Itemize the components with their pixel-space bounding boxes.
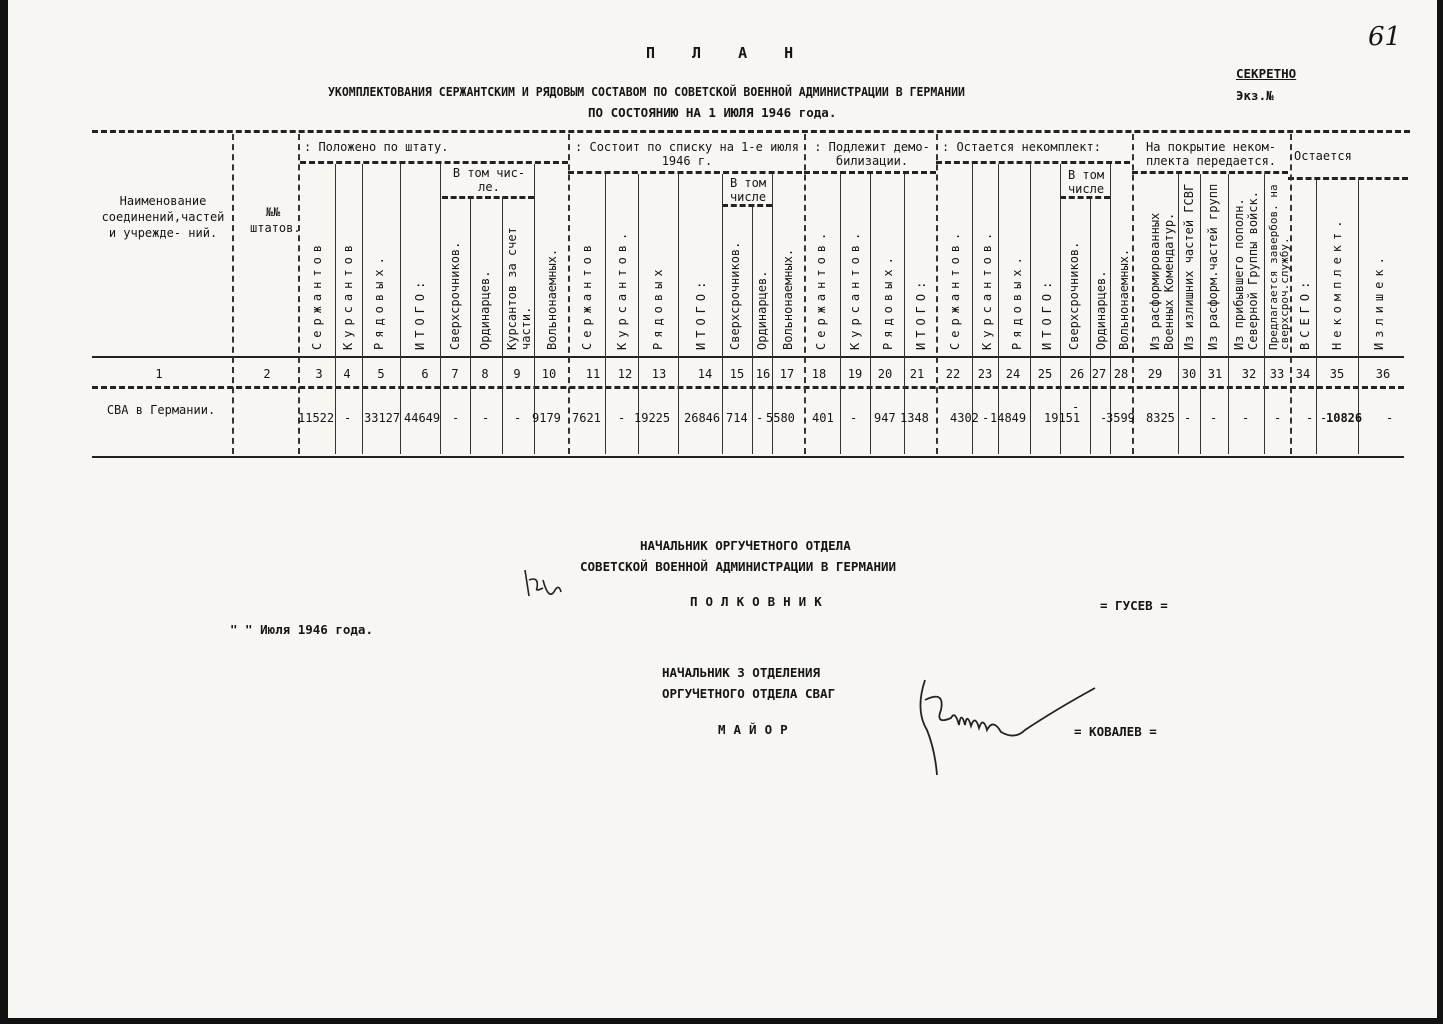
name-column-header: Наименование соединений,частей и учрежде- ний. [101,194,225,240]
col-label-24: Рядовых. [1010,252,1024,350]
col-number: 26 [1069,367,1085,381]
col-label-10: Вольнонаемных. [545,248,559,350]
col-number: 32 [1241,367,1257,381]
chief-name: = ГУСЕВ = [1100,598,1168,613]
table-cell: - [1210,411,1218,425]
group-rule-staff [300,161,568,164]
col-number: 1 [155,367,163,381]
col-number: 21 [909,367,925,381]
col-number: 4 [343,367,351,381]
table-cell: - [452,411,460,425]
table-cell: - [1184,411,1192,425]
col-label-5: Рядовых. [372,252,386,350]
col-label-31: Из расформ.частей групп [1206,183,1220,350]
group-rule-shortage [936,161,1130,164]
table-cell: 11522 [298,411,335,425]
col-label-14: ИТОГО: [694,276,708,350]
table-cell: 3599 [1106,411,1135,425]
col-number: 5 [377,367,385,381]
document-title: П Л А Н [646,44,808,62]
col-label-12: Курсантов. [615,227,629,350]
col-number: 24 [1005,367,1021,381]
subgroup-rule-c [1060,196,1110,199]
col-divider [1228,174,1229,454]
col-label-34: ВСЕГО: [1298,276,1312,350]
col-divider [840,174,841,454]
col-label-23: Курсантов. [980,227,994,350]
col-number: 35 [1329,367,1345,381]
subgroup-incl-c: В том числе [1067,168,1105,196]
unit-name: СВА в Германии. [106,403,216,417]
table-cell: 8325 [1146,411,1175,425]
col-number: 34 [1295,367,1311,381]
subgroup-incl-b: В том числе [729,176,767,204]
number-row-rule [92,386,1404,389]
group-rule-remains [1288,177,1408,180]
document-date-line: ПО СОСТОЯНИЮ НА 1 ИЮЛЯ 1946 года. [588,105,837,120]
col-number: 31 [1207,367,1223,381]
col-divider [1200,174,1201,454]
deputy-name: = КОВАЛЕВ = [1074,724,1157,739]
col-label-15: Сверхсрочников. [728,241,742,350]
subgroup-rule-b [722,204,772,207]
col-divider [804,134,806,454]
table-cell: - [1386,411,1394,425]
col-number: 11 [585,367,601,381]
table-cell: 1348 [900,411,929,425]
table-cell: - [756,411,764,425]
col-number: 15 [729,367,745,381]
col-label-16: Ординарцев. [755,270,769,350]
col-number: 20 [877,367,893,381]
table-cell: 33127 [364,411,401,425]
col-label-29: Из расформированных Военных Комендатур. [1148,212,1176,350]
col-label-8: Ординарцев. [478,270,492,350]
col-number: 3 [315,367,323,381]
col-divider [440,164,441,454]
table-cell: 401 [812,411,834,425]
group-shortage: : Остается некомплект: [942,140,1101,154]
col-label-35: Некомплект. [1330,215,1344,350]
table-cell: - [1242,411,1250,425]
col-number: 10 [541,367,557,381]
col-label-9: Курсантов за счет части. [505,227,533,350]
document-subtitle: УКОМПЛЕКТОВАНИЯ СЕРЖАНТСКИМ И РЯДОВЫМ СОСТАВОМ ПО СОВЕТСКОЙ ВОЕННОЙ АДМИНИСТРАЦИИ В ГЕРМАНИИ [328,84,965,99]
col-label-17: Вольнонаемных. [781,248,795,350]
col-label-19: Курсантов. [848,227,862,350]
classification-label: СЕКРЕТНО [1236,66,1297,81]
col-number: 6 [421,367,429,381]
col-divider [362,164,363,454]
col-number: 19 [847,367,863,381]
col-divider [400,164,401,454]
col-label-21: ИТОГО: [914,276,928,350]
col-number: 22 [945,367,961,381]
col-divider [678,174,679,454]
group-remains: Остается [1294,149,1352,163]
col-number: 17 [779,367,795,381]
table-cell: 10826 [1326,411,1363,425]
col-divider [502,198,503,454]
col-number: 13 [651,367,667,381]
chief-title-line1: НАЧАЛЬНИК ОРГУЧЕТНОГО ОТДЕЛА [640,538,851,553]
chief-title-line2: СОВЕТСКОЙ ВОЕННОЙ АДМИНИСТРАЦИИ В ГЕРМАНИИ [580,559,897,574]
col-divider [752,206,753,454]
col-number: 23 [977,367,993,381]
table-cell: - [850,411,858,425]
deputy-title-line1: НАЧАЛЬНИК 3 ОТДЕЛЕНИЯ [662,665,821,680]
col-number: 12 [617,367,633,381]
table-cell: 14849 [990,411,1027,425]
table-cell: 7621 [572,411,601,425]
table-cell: 9179 [532,411,561,425]
col-number: 8 [481,367,489,381]
col-label-36: Излишек. [1372,252,1386,350]
header-bottom-rule [92,356,1404,358]
col-label-22: Сержантов. [948,227,962,350]
col-number: 36 [1375,367,1391,381]
table-cell: - [482,411,490,425]
col-divider [1030,164,1031,454]
col-label-3: Сержантов [310,239,324,350]
table-cell: 5580 [766,411,795,425]
col-label-25: ИТОГО: [1040,276,1054,350]
col-number: 7 [451,367,459,381]
col-number: 33 [1269,367,1285,381]
chief-signature [515,562,575,612]
table-cell: - [618,411,626,425]
document-date: " " Июля 1946 года. [230,622,373,637]
col-number: 30 [1181,367,1197,381]
col-divider [1132,134,1134,454]
table-cell: - [344,411,352,425]
table-top-rule [92,130,1410,133]
col-number: 18 [811,367,827,381]
chief-rank: ПОЛКОВНИК [690,594,830,609]
col-label-26: Сверхсрочников. [1067,241,1081,350]
table-cell: - [1072,400,1080,414]
group-by-staff: : Положено по штату. [304,140,449,154]
group-cover: На покрытие неком- плекта передается. [1145,140,1277,168]
col-label-7: Сверхсрочников. [448,241,462,350]
col-divider [232,134,234,454]
table-cell: 19151 [1044,411,1081,425]
table-cell: 19225 [634,411,671,425]
col-number: 25 [1037,367,1053,381]
subgroup-rule-a [442,196,534,199]
states-column-header: №№ штатов. [250,205,301,235]
col-divider [870,174,871,454]
col-number: 9 [513,367,521,381]
col-divider [1264,174,1265,454]
table-bottom-rule [92,456,1404,458]
col-label-6: ИТОГО: [413,276,427,350]
col-label-33: Предлагается завербов. на сверхсроч.службу. [1267,184,1291,350]
copy-number-label: Экз.№ [1236,88,1274,103]
table-cell: - [1306,411,1314,425]
col-label-32: Из прибывшего пополн. Северной Группы войск. [1232,191,1260,350]
table-cell: 4302 [950,411,979,425]
deputy-rank: МАЙОР [718,722,796,737]
col-label-30: Из излишних частей ГСВГ [1182,183,1196,350]
col-divider [1178,174,1179,454]
col-divider [605,174,606,454]
table-cell: - [982,411,990,425]
col-label-13: Рядовых [651,264,665,350]
group-listed: : Состоит по списку на 1-е июля 1946 г. [575,140,799,168]
col-number: 27 [1091,367,1107,381]
col-label-4: Курсантов [341,239,355,350]
col-divider [470,198,471,454]
table-cell: - [1100,411,1108,425]
col-divider [1316,180,1317,454]
col-divider [936,134,938,454]
deputy-signature [905,670,1105,780]
col-label-28: Вольнонаемных. [1117,248,1131,350]
table-cell: - [1320,411,1328,425]
col-number: 28 [1113,367,1129,381]
col-label-18: Сержантов. [814,227,828,350]
subgroup-incl-a: В том чис- ле. [452,166,526,194]
col-number: 2 [263,367,271,381]
col-divider [335,164,336,454]
col-label-27: Ординарцев. [1094,270,1108,350]
table-cell: 714 [726,411,748,425]
col-divider [568,134,570,454]
col-number: 14 [697,367,713,381]
deputy-title-line2: ОРГУЧЕТНОГО ОТДЕЛА СВАГ [662,686,836,701]
table-cell: - [1274,411,1282,425]
group-rule-listed [568,171,802,174]
page-number: 61 [1368,22,1402,52]
col-divider [1090,198,1091,454]
col-divider [722,174,723,454]
table-cell: 947 [874,411,896,425]
col-divider [298,134,300,454]
col-number: 16 [755,367,771,381]
table-cell: 26846 [684,411,721,425]
table-cell: 44649 [404,411,441,425]
group-demob: : Подлежит демо- билизации. [814,140,930,168]
table-cell: - [514,411,522,425]
col-number: 29 [1147,367,1163,381]
col-label-11: Сержантов [580,239,594,350]
col-label-20: Рядовых. [881,252,895,350]
